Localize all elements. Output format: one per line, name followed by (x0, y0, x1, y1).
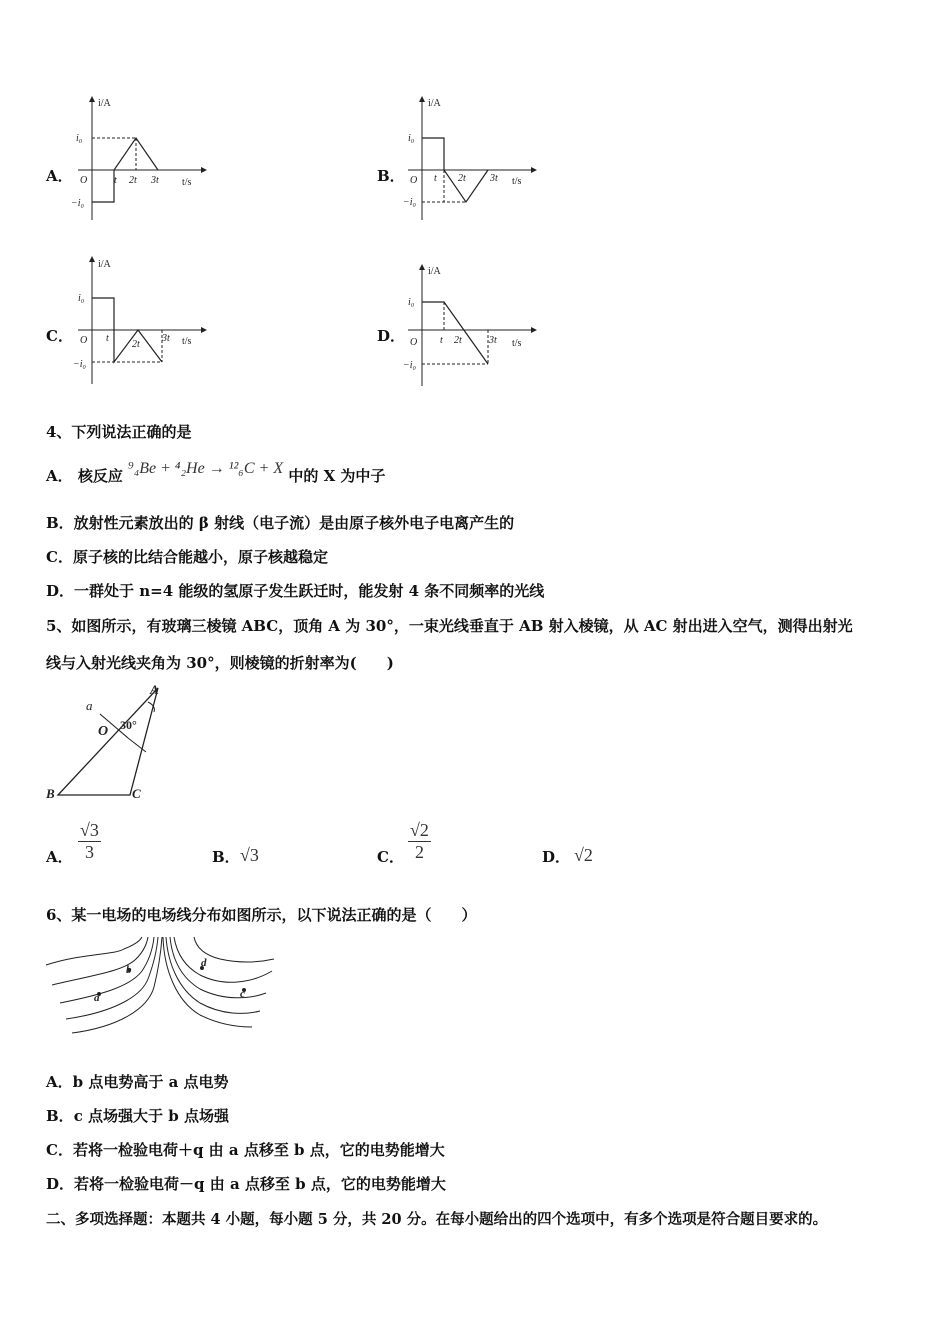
q6-option-c (46, 1139, 445, 1160)
option-b-letter: B． (377, 167, 405, 185)
t1-label: t (114, 175, 117, 186)
y-axis-label: i/A (428, 98, 441, 109)
vertex-a-label: A (150, 682, 159, 697)
q4-option-c: C．原子核的比结合能越小，原子核越稳定 (46, 548, 328, 566)
vertex-b-label: B (46, 786, 55, 801)
current-graph-b (396, 92, 546, 227)
point-b-label: b (126, 964, 132, 976)
q5-option-a-letter: A． (46, 848, 73, 866)
origin-label: O (410, 175, 418, 186)
q4-a-prefix: 核反应 (77, 467, 123, 485)
section-2-heading: 二、多项选择题：本题共 4 小题，每小题 5 分，共 20 分。在每小题给出的四个选项中，有多个选项是符合题目要求的。 (46, 1211, 828, 1228)
q6-d-text: 若将一检验电荷－q 由 a 点移至 b 点，它的电势能增大 (74, 1175, 446, 1193)
t2-label: 2t (129, 175, 137, 186)
q6-c-letter: C． (46, 1141, 73, 1159)
point-a-label: a (94, 992, 100, 1004)
i0-label: i₀ (78, 293, 85, 304)
q5-option-c-letter: C． (377, 848, 404, 866)
current-graph-d (396, 260, 546, 390)
point-o-label: O (98, 724, 109, 739)
neg-i0-label: −i₀ (71, 198, 85, 209)
q6-stem: 6、某一电场的电场线分布如图所示，以下说法正确的是（ ） (46, 906, 477, 924)
neg-i0-label: −i₀ (73, 359, 87, 370)
origin-label: O (80, 335, 88, 346)
q6-c-text: 若将一检验电荷＋q 由 a 点移至 b 点，它的电势能增大 (72, 1141, 445, 1159)
t1-label: t (440, 335, 443, 346)
q4-option-a (46, 460, 386, 486)
q6-d-letter: D． (46, 1175, 75, 1193)
t2-label: 2t (458, 173, 466, 184)
q6-b-text: c 点场强大于 b 点场强 (73, 1107, 229, 1125)
fraction-denominator: 3 (84, 842, 94, 862)
t3-label: 3t (489, 335, 497, 346)
q4-a-letter: A． (46, 467, 73, 485)
q5-option-c-value (408, 820, 431, 863)
point-c-label: c (240, 988, 245, 1000)
neg-i0-label: −i₀ (403, 197, 417, 208)
electric-field-diagram (44, 935, 276, 1035)
point-d-label: d (201, 957, 207, 969)
x-axis-label: t/s (182, 177, 192, 188)
t2-label: 2t (454, 335, 462, 346)
q4-a-suffix: 中的 X 为中子 (288, 467, 386, 485)
q5-option-b-value: √3 (240, 845, 259, 865)
fraction-numerator: √2 (410, 820, 429, 840)
t3-label: 3t (162, 333, 170, 344)
q4-option-b: B．放射性元素放出的 β 射线（电子流）是由原子核外电子电离产生的 (46, 514, 515, 532)
i0-label: i₀ (408, 297, 415, 308)
fraction-numerator: √3 (80, 820, 99, 840)
i0-label: i₀ (76, 133, 83, 144)
neg-i0-label: −i₀ (403, 360, 417, 371)
x-axis-label: t/s (512, 338, 522, 349)
nuclear-reaction-formula: ⁹₄Be + ⁴₂He → ¹²₆C + X (128, 460, 284, 477)
t1-label: t (434, 173, 437, 184)
q5-option-d-letter: D． (542, 848, 571, 866)
option-c-letter: C． (46, 327, 73, 345)
current-graph-c (66, 252, 216, 387)
t3-label: 3t (490, 173, 498, 184)
q6-option-b (46, 1105, 229, 1126)
t3-label: 3t (151, 175, 159, 186)
q6-a-text: b 点电势高于 a 点电势 (72, 1073, 229, 1091)
q5-option-a-value (78, 820, 101, 863)
x-axis-label: t/s (512, 176, 522, 187)
q6-option-a (46, 1071, 229, 1092)
i0-label: i₀ (408, 133, 415, 144)
fraction-denominator: 2 (414, 842, 424, 862)
q5-stem-line1: 5、如图所示，有玻璃三棱镜 ABC，顶角 A 为 30°，一束光线垂直于 AB 射入棱镜，从 AC 射出进入空气，测得出射光 (46, 617, 853, 635)
q4-option-d: D．一群处于 n=4 能级的氢原子发生跃迁时，能发射 4 条不同频率的光线 (46, 582, 545, 600)
q6-option-d (46, 1173, 446, 1194)
option-d-letter: D． (377, 327, 406, 345)
t1-label: t (106, 333, 109, 344)
current-graph-a (66, 92, 216, 227)
label-a: a (86, 698, 93, 713)
y-axis-label: i/A (98, 98, 111, 109)
q6-b-letter: B． (46, 1107, 74, 1125)
y-axis-label: i/A (98, 259, 111, 270)
q4-stem: 4、下列说法正确的是 (46, 423, 192, 441)
origin-label: O (410, 337, 418, 348)
vertex-c-label: C (132, 786, 141, 801)
y-axis-label: i/A (428, 266, 441, 277)
t2-label: 2t (132, 339, 140, 350)
angle-30-label: 30° (120, 718, 137, 732)
q5-option-b-letter: B． (212, 848, 240, 866)
option-a-letter: A． (46, 167, 73, 185)
q5-stem-line2: 线与入射光线夹角为 30°，则棱镜的折射率为( ) (46, 654, 394, 672)
x-axis-label: t/s (182, 336, 192, 347)
q5-option-d-value: √2 (574, 845, 593, 865)
q6-a-letter: A． (46, 1073, 73, 1091)
origin-label: O (80, 175, 88, 186)
prism-diagram (44, 680, 174, 805)
